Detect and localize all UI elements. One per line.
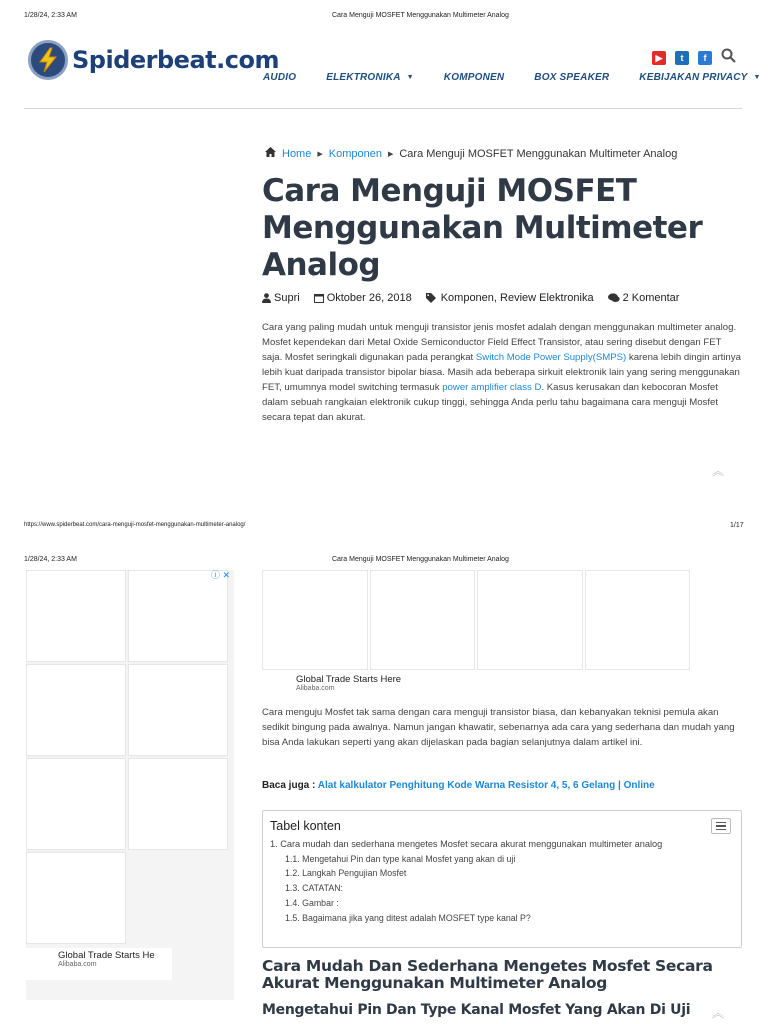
ad-product-tile[interactable]: [477, 570, 583, 670]
para-text: Cara yang paling mudah untuk menguji transistor jenis mosfet adalah dengan menggunakan multimeter analog. Mosfet kependekan dari Metal Oxide Semiconductor Field Effect Transistor, atau sering disebut dengan FET saja. Mosfet seringkali digunakan pada perangkat: [262, 322, 737, 363]
print-datetime: 1/28/24, 2:33 AM: [24, 12, 77, 19]
author-name: Supri: [274, 292, 300, 304]
main-nav: [263, 72, 761, 83]
toc-title: Tabel konten: [270, 819, 341, 833]
nav-komponen[interactable]: [444, 72, 505, 83]
caret-down-icon: ▼: [406, 74, 414, 81]
inline-ad-caption: [296, 674, 401, 692]
facebook-icon[interactable]: f: [698, 51, 712, 65]
site-logo[interactable]: [28, 40, 279, 80]
ad-title: Global Trade Starts He: [58, 950, 155, 961]
breadcrumb-komponen[interactable]: Komponen: [328, 147, 382, 160]
meta-date: [314, 292, 412, 304]
table-of-contents: [262, 810, 742, 948]
ad-source: Alibaba.com: [58, 961, 97, 968]
ad-product-tile[interactable]: [26, 664, 126, 756]
link-class-d[interactable]: power amplifier class D: [442, 382, 542, 393]
breadcrumb-current: Cara Menguji MOSFET Menggunakan Multimeter Analog: [399, 147, 678, 160]
inline-ad[interactable]: [262, 570, 690, 670]
ad-caption: [26, 948, 172, 980]
ad-product-tile[interactable]: [128, 758, 228, 850]
twitter-icon[interactable]: t: [675, 51, 689, 65]
nav-elektronika[interactable]: [326, 72, 414, 83]
toc-item[interactable]: 1.3. CATATAN:: [285, 883, 344, 894]
ad-product-tile[interactable]: [128, 852, 228, 944]
article-meta: [262, 292, 679, 304]
ad-product-tile[interactable]: [262, 570, 368, 670]
print-url: https://www.spiderbeat.com/cara-menguji-mosfet-menggunakan-multimeter-analog/: [24, 522, 246, 528]
nav-label: KOMPONEN: [443, 72, 505, 83]
user-icon: [262, 293, 271, 303]
toc-item[interactable]: 1.1. Mengetahui Pin dan type kanal Mosfet yang akan di uji: [285, 853, 516, 864]
breadcrumb: [265, 147, 677, 160]
chevron-right-icon: ▶: [387, 150, 394, 158]
subsection-heading: Mengetahui Pin Dan Type Kanal Mosfet Yang Akan Di Uji: [262, 1002, 691, 1018]
comments-icon: [608, 293, 620, 303]
calendar-icon: [314, 293, 324, 303]
toc-item[interactable]: 1. Cara mudah dan sederhana mengetes Mosfet secara akurat menggunakan multimeter analog: [270, 839, 663, 849]
meta-comments[interactable]: [608, 292, 680, 304]
post-categories: Komponen, Review Elektronika: [440, 292, 594, 304]
nav-kebijakan-privacy[interactable]: [639, 72, 760, 83]
toc-item[interactable]: 1.4. Gambar :: [285, 897, 339, 908]
print-doc-title: Cara Menguji MOSFET Menggunakan Multimeter Analog: [332, 12, 509, 19]
logo-text: Spiderbeat.com: [72, 46, 279, 74]
chevron-right-icon: ▶: [317, 150, 323, 158]
ad-product-tile[interactable]: [26, 758, 126, 850]
related-link-block: [262, 780, 655, 791]
ad-product-tile[interactable]: [128, 570, 228, 662]
nav-audio[interactable]: [263, 72, 296, 83]
lightning-logo-icon: [28, 40, 68, 80]
ad-product-tile[interactable]: [128, 664, 228, 756]
toc-list: [270, 837, 730, 925]
print-doc-title: Cara Menguji MOSFET Menggunakan Multimeter Analog: [332, 556, 509, 563]
nav-label: ELEKTRONIKA: [326, 72, 401, 83]
nav-label: BOX SPEAKER: [534, 72, 610, 83]
ad-product-tile[interactable]: [370, 570, 476, 670]
scroll-up-icon[interactable]: ︽: [712, 1006, 725, 1020]
tags-icon: [426, 293, 438, 303]
comment-count: 2 Komentar: [622, 292, 680, 304]
para-text: karena lebih dingin artinya lebih kuat daripada transistor bipolar biasa. Masih ada beberapa sirkuit elektronik lain yang sering menggunakan FET, umumnya model switching termasuk: [262, 352, 741, 393]
header-divider: [24, 108, 742, 109]
meta-categories[interactable]: [426, 292, 594, 304]
toc-item[interactable]: 1.2. Langkah Pengujian Mosfet: [285, 868, 407, 879]
ad-product-tile[interactable]: [26, 852, 126, 944]
nav-label: AUDIO: [263, 72, 297, 83]
page-title: Cara Menguji MOSFET Menggunakan Multimeter Analog: [262, 173, 703, 283]
para-text: . Kasus kerusakan dan kebocoran Mosfet dalam sebuah rangkaian elektronik cukup tinggi, sehingga Anda perlu tahu bagaimana cara menguji Mosfet secara tepat dan akurat.: [262, 382, 718, 423]
ad-product-tile[interactable]: [585, 570, 691, 670]
social-links: [652, 48, 736, 68]
scroll-up-icon[interactable]: ︽: [712, 464, 725, 478]
nav-box-speaker[interactable]: [534, 72, 609, 83]
sidebar-ad[interactable]: [26, 570, 234, 1000]
print-page-number: 1/17: [730, 522, 744, 529]
ad-title: Global Trade Starts Here: [296, 674, 402, 685]
breadcrumb-home[interactable]: Home: [282, 147, 312, 160]
toc-item[interactable]: 1.5. Bagaimana jika yang ditest adalah MOSFET type kanal P?: [285, 912, 531, 923]
meta-author[interactable]: [262, 292, 300, 304]
print-datetime: 1/28/24, 2:33 AM: [24, 556, 77, 563]
related-label: Baca juga :: [262, 780, 318, 791]
ad-product-grid: [26, 570, 234, 944]
related-link[interactable]: Alat kalkulator Penghitung Kode Warna Resistor 4, 5, 6 Gelang | Online: [317, 780, 655, 791]
section-heading: Cara Mudah Dan Sederhana Mengetes Mosfet Secara Akurat Menggunakan Multimeter Analog: [262, 957, 713, 992]
toc-toggle-list-icon[interactable]: [711, 818, 731, 834]
search-icon[interactable]: [721, 48, 736, 68]
link-smps[interactable]: Switch Mode Power Supply(SMPS): [475, 352, 627, 363]
body-paragraph: Cara menguju Mosfet tak sama dengan cara menguji transistor biasa, dan kebanyakan teknisi pemula akan sedikit bingung pada awalnya. Namun jangan khawatir, sebenarnya ada cara yang sederhana dan mudah yang bisa Anda lakukan seperti yang akan dijelaskan pada bagian selanjutnya dalam artikel ini.: [262, 707, 735, 748]
youtube-icon[interactable]: ▶: [652, 51, 666, 65]
home-icon: [265, 147, 276, 160]
ad-source: Alibaba.com: [296, 685, 335, 692]
ad-product-tile[interactable]: [26, 570, 126, 662]
intro-paragraph: [262, 320, 744, 425]
adchoices-icon[interactable]: ⓘ ✕: [210, 570, 230, 580]
caret-down-icon: ▼: [753, 74, 761, 81]
nav-label: KEBIJAKAN PRIVACY: [639, 72, 748, 83]
post-date: Oktober 26, 2018: [326, 292, 412, 304]
